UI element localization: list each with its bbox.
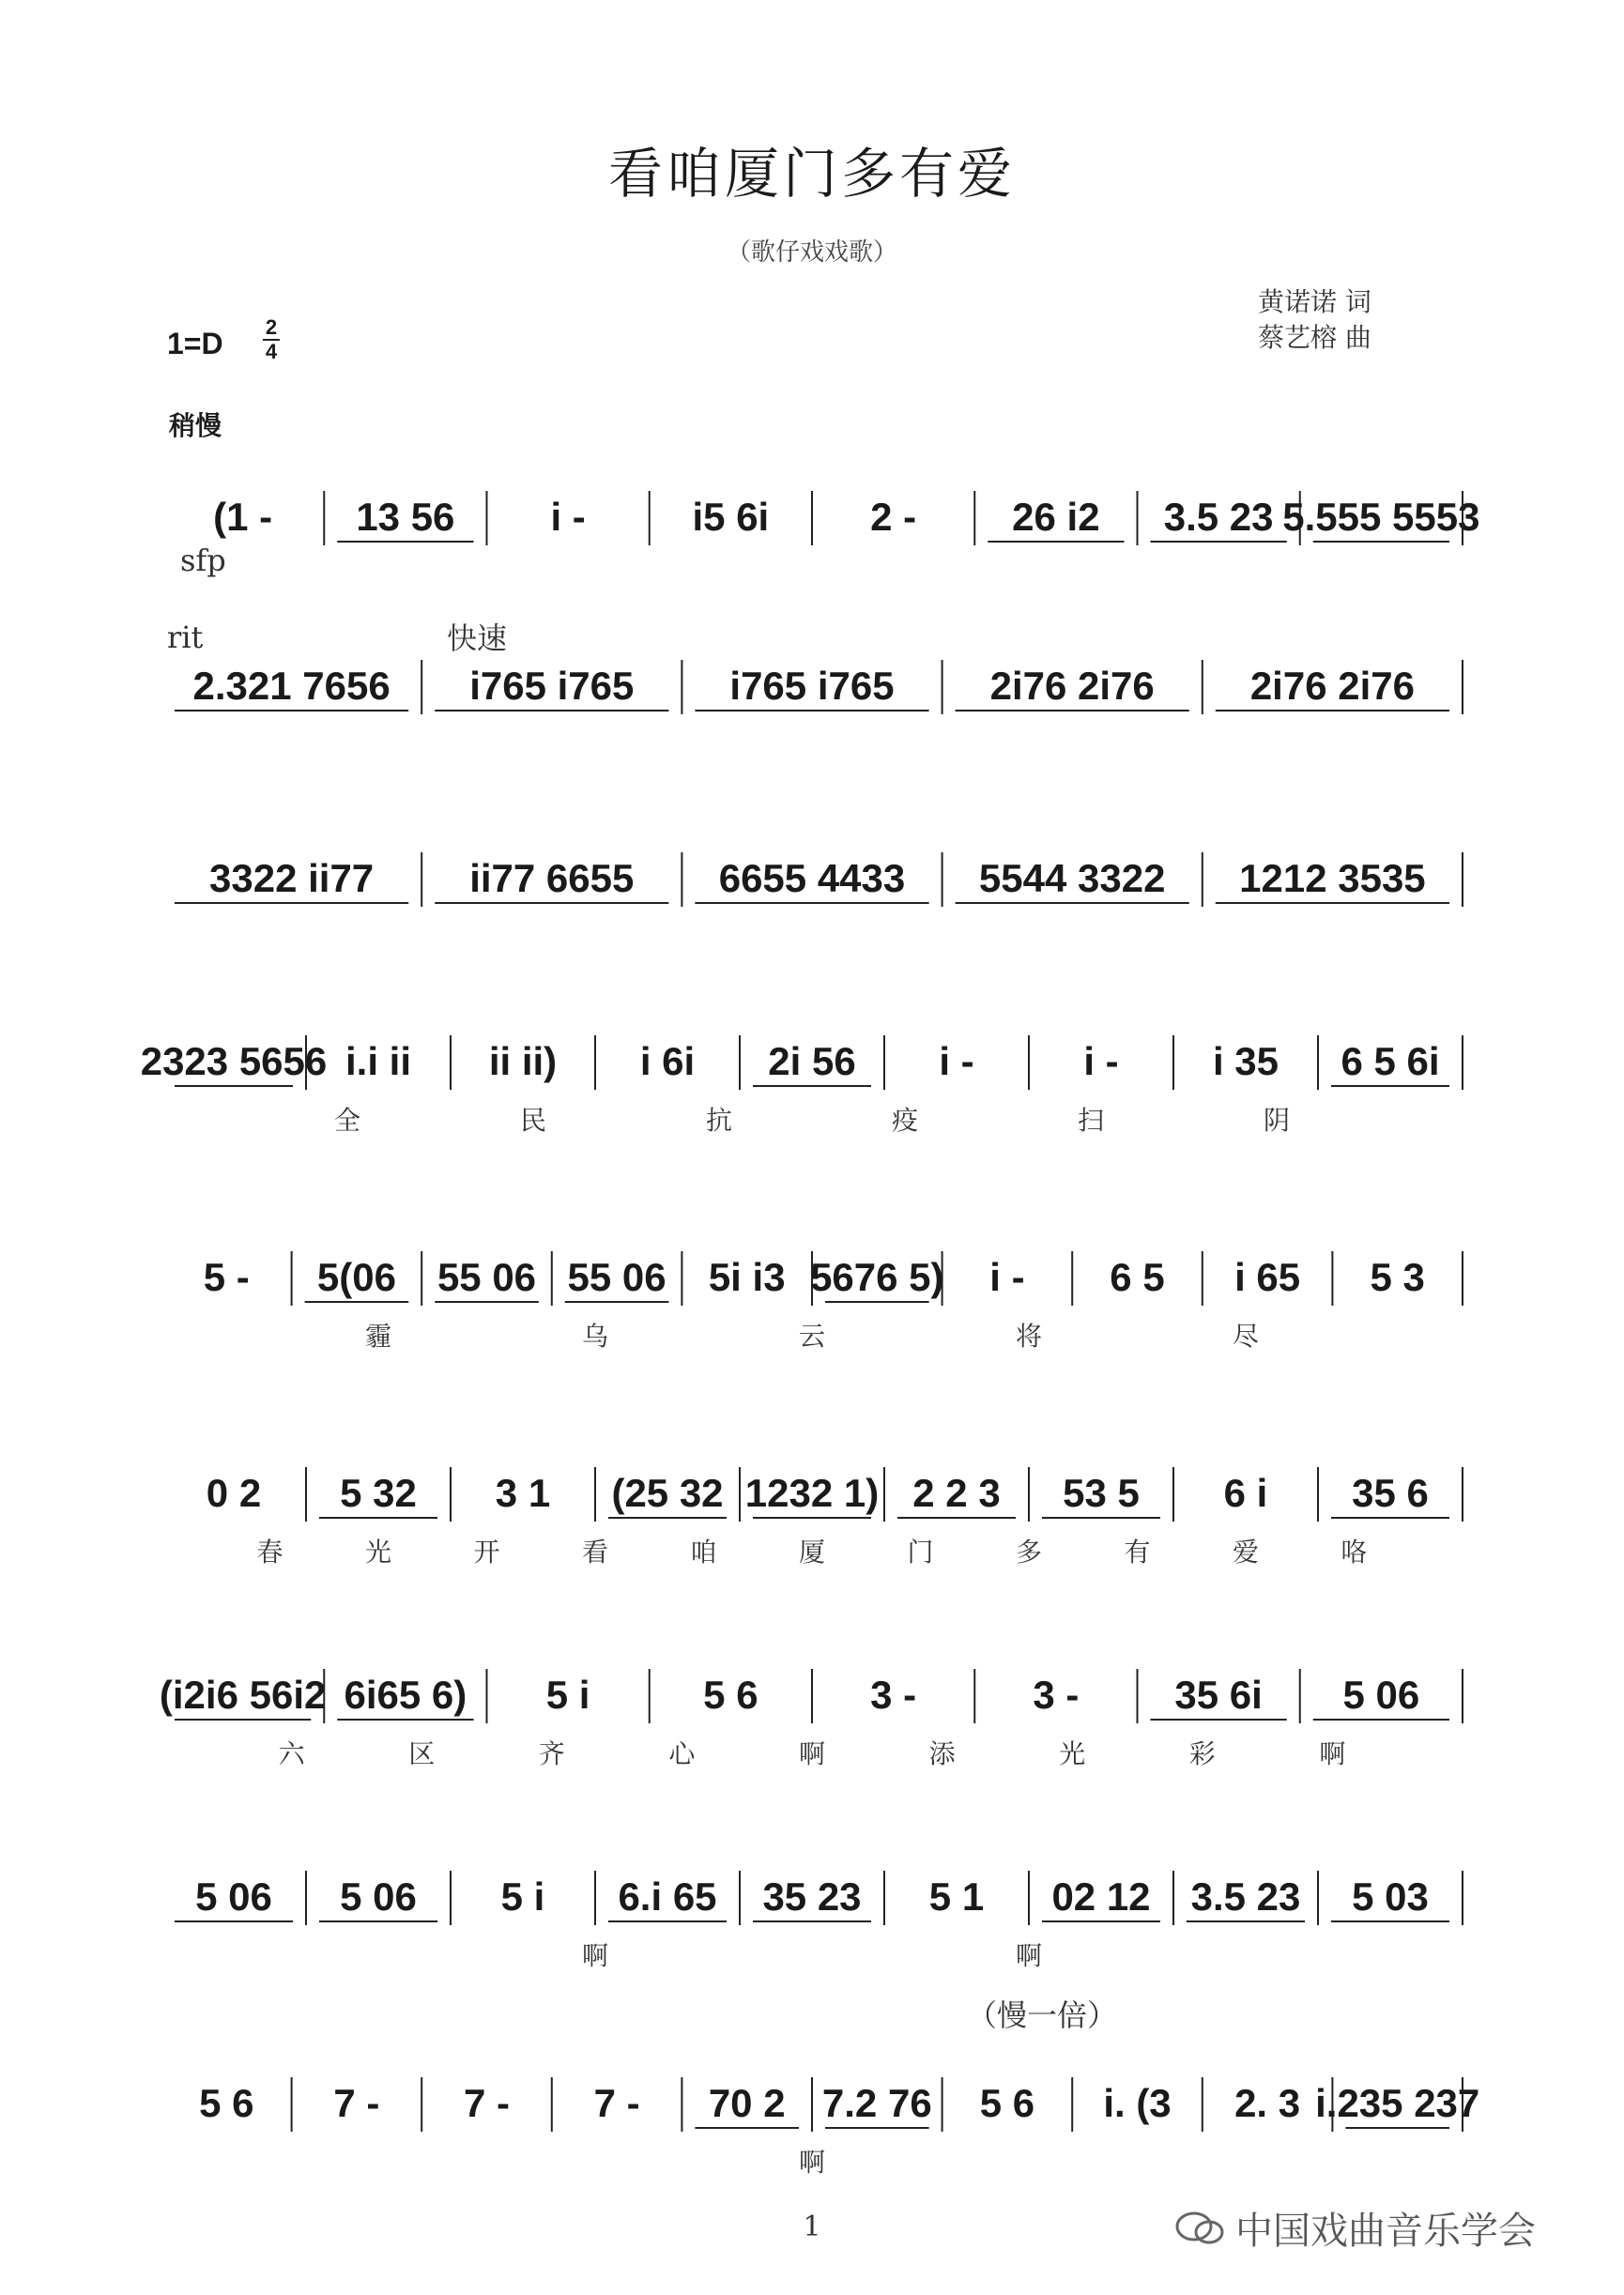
lyric-syllable: 啊 <box>1015 1940 1043 1971</box>
measure-notes: i.i ii <box>345 1039 412 1083</box>
measure-notes: 2.321 7656 <box>192 664 391 708</box>
measure-notes: i 6i <box>639 1039 696 1083</box>
notation-line <box>0 1028 1624 1150</box>
measure-notes: i.235 237 <box>1315 2081 1480 2125</box>
lyric-syllable: 扫 <box>1077 1105 1105 1136</box>
notation-line <box>0 1460 1624 1582</box>
measure-notes: 53 5 <box>1063 1471 1140 1515</box>
measure-notes: 3.5 23 <box>1190 1874 1301 1919</box>
notation-line <box>0 652 1624 774</box>
measure-notes: 5 6 <box>979 2081 1035 2125</box>
measure-notes: 5676 5) <box>810 1255 944 1299</box>
lyric-syllable: 尽 <box>1232 1321 1260 1352</box>
lyric-syllable: 齐 <box>538 1738 565 1769</box>
lyric-syllable: 疫 <box>891 1105 919 1136</box>
measure-notes: 7 - <box>333 2081 380 2125</box>
measure-notes: 2. 3 <box>1234 2081 1301 2125</box>
measure-notes: i. (3 <box>1103 2081 1172 2125</box>
measure-notes: 70 2 <box>708 2081 786 2125</box>
measure-notes: 1232 1) <box>744 1471 880 1515</box>
lyric-syllable: 区 <box>408 1738 436 1769</box>
measure-notes: 26 i2 <box>1012 495 1100 539</box>
lyric-syllable: 云 <box>798 1321 826 1352</box>
measure-notes: 35 6 <box>1352 1471 1429 1515</box>
lyric-syllable: 咱 <box>690 1537 717 1568</box>
measure-notes: 2i76 2i76 <box>1249 664 1415 708</box>
measure-notes: 3322 ii77 <box>209 856 375 900</box>
measure-notes: 3 1 <box>495 1471 551 1515</box>
measure-notes: 2 - <box>870 495 917 539</box>
lyric-syllable: 看 <box>581 1537 609 1568</box>
lyric-syllable: 阴 <box>1263 1105 1291 1136</box>
measure-notes: 5 32 <box>340 1471 417 1515</box>
notation-line <box>0 1661 1624 1783</box>
measure-notes: 2i 56 <box>768 1039 856 1083</box>
measure-notes: ii77 6655 <box>469 856 635 900</box>
measure-notes: 5(06 <box>316 1255 396 1299</box>
measure-notes: 2i76 2i76 <box>989 664 1155 708</box>
lyric-syllable: 民 <box>519 1105 547 1136</box>
lyric-syllable: 啊 <box>798 2147 826 2178</box>
rit-marking: rit <box>167 620 204 655</box>
page-number: 1 <box>803 2211 821 2243</box>
lyric-syllable: 彩 <box>1188 1738 1216 1769</box>
measure-notes: 2 2 3 <box>912 1471 1001 1515</box>
measure-notes: 3 - <box>1033 1673 1080 1717</box>
measure-notes: 5 1 <box>928 1874 985 1919</box>
measure-notes: 55 06 <box>567 1255 666 1299</box>
fast-tempo-marking: 快速 <box>447 620 508 656</box>
measure-notes: 7 - <box>463 2081 511 2125</box>
lyric-syllable: 全 <box>333 1105 361 1136</box>
lyric-syllable: 添 <box>928 1738 956 1769</box>
lyric-syllable: 啊 <box>798 1738 826 1769</box>
measure-notes: ii ii) <box>488 1039 558 1083</box>
lyric-syllable: 春 <box>256 1537 283 1568</box>
measure-notes: 5 6 <box>199 2081 254 2125</box>
lyric-syllable: 啊 <box>1319 1738 1346 1769</box>
measure-notes: i - <box>550 495 586 539</box>
measure-notes: i 35 <box>1212 1039 1279 1083</box>
lyric-syllable: 啊 <box>581 1940 609 1971</box>
watermark <box>1173 2201 1536 2255</box>
measure-notes: 5 06 <box>1342 1673 1420 1717</box>
key-signature: 1=D <box>167 327 223 360</box>
lyric-syllable: 六 <box>278 1738 305 1769</box>
measure-notes: 5 i <box>500 1874 545 1919</box>
measure-notes: 6.i 65 <box>618 1874 717 1919</box>
measure-notes: i - <box>939 1039 974 1083</box>
lyric-syllable: 多 <box>1015 1537 1043 1568</box>
measure-notes: 13 56 <box>356 495 455 539</box>
measure-notes: (1 - <box>213 495 273 539</box>
measure-notes: (25 32 <box>611 1471 724 1515</box>
measure-notes: 6 i <box>1223 1471 1268 1515</box>
measure-notes: 35 6i <box>1174 1673 1263 1717</box>
lyric-syllable: 有 <box>1124 1537 1151 1568</box>
lyric-syllable: 门 <box>907 1537 934 1568</box>
watermark-text: 中国戏曲音乐学会 <box>1235 2210 1536 2253</box>
measure-notes: 2323 5656 <box>140 1039 328 1083</box>
notation-line <box>0 2070 1624 2192</box>
measure-notes: 55 06 <box>437 1255 537 1299</box>
measure-notes: i - <box>1083 1039 1119 1083</box>
measure-notes: i 65 <box>1234 1255 1301 1299</box>
measure-notes: 5 06 <box>340 1874 417 1919</box>
notation-line <box>0 1244 1624 1366</box>
lyric-syllable: 抗 <box>705 1105 733 1136</box>
score-subtitle: （歌仔戏戏歌） <box>726 238 897 267</box>
measure-notes: 5i i3 <box>708 1255 786 1299</box>
measure-notes: (i2i6 56i2 <box>159 1673 327 1717</box>
measure-notes: i765 i765 <box>469 664 635 708</box>
lyric-syllable: 厦 <box>798 1537 826 1568</box>
measure-notes: 5 - <box>203 1255 250 1299</box>
measure-notes: 5.555 5553 <box>1282 495 1480 539</box>
measure-notes: 0 2 <box>206 1471 262 1515</box>
lyric-syllable: 咯 <box>1341 1537 1368 1568</box>
measure-notes: 02 12 <box>1051 1874 1151 1919</box>
measure-notes: 5 i <box>545 1673 590 1717</box>
measure-notes: i5 6i <box>692 495 770 539</box>
measure-notes: 7 - <box>593 2081 640 2125</box>
lyric-syllable: 爱 <box>1232 1537 1260 1568</box>
measure-notes: 6i65 6) <box>344 1673 467 1717</box>
slow-double-marking: （慢一倍） <box>967 1997 1118 2033</box>
wechat-logo-icon <box>1173 2210 1226 2247</box>
measure-notes: 3 - <box>870 1673 917 1717</box>
measure-notes: i - <box>989 1255 1025 1299</box>
composer-credit: 蔡艺榕 曲 <box>1258 322 1371 353</box>
measure-notes: 5 3 <box>1370 1255 1425 1299</box>
measure-notes: 3.5 23 <box>1163 495 1274 539</box>
lyric-syllable: 光 <box>1059 1738 1086 1769</box>
measure-notes: 5544 3322 <box>978 856 1166 900</box>
lyric-syllable: 开 <box>473 1537 500 1568</box>
time-signature-bottom: 4 <box>265 340 278 363</box>
notation-line <box>0 845 1624 967</box>
time-signature <box>263 317 280 362</box>
measure-notes: 7.2 76 <box>821 2081 932 2125</box>
notation-line <box>0 483 1624 605</box>
measure-notes: i765 i765 <box>729 664 895 708</box>
score-title: 看咱厦门多有爱 <box>607 142 1016 206</box>
sfp-marking: sfp <box>180 543 226 578</box>
measure-notes: 5 06 <box>195 1874 272 1919</box>
measure-notes: 6655 4433 <box>718 856 906 900</box>
lyric-syllable: 将 <box>1015 1321 1043 1352</box>
measure-notes: 1212 3535 <box>1239 856 1426 900</box>
measure-notes: 6 5 6i <box>1341 1039 1440 1083</box>
lyric-syllable: 霾 <box>364 1321 392 1352</box>
measure-notes: 5 03 <box>1352 1874 1429 1919</box>
measure-notes: 5 6 <box>703 1673 758 1717</box>
tempo-marking: 稍慢 <box>169 410 222 441</box>
lyric-syllable: 心 <box>668 1738 696 1769</box>
lyricist-credit: 黄诺诺 词 <box>1258 286 1371 317</box>
lyric-syllable: 光 <box>364 1537 392 1568</box>
notation-line <box>0 1863 1624 1985</box>
measure-notes: 35 23 <box>762 1874 862 1919</box>
time-signature-top: 2 <box>265 315 278 339</box>
measure-notes: 6 5 <box>1110 1255 1165 1299</box>
lyric-syllable: 乌 <box>581 1321 609 1352</box>
